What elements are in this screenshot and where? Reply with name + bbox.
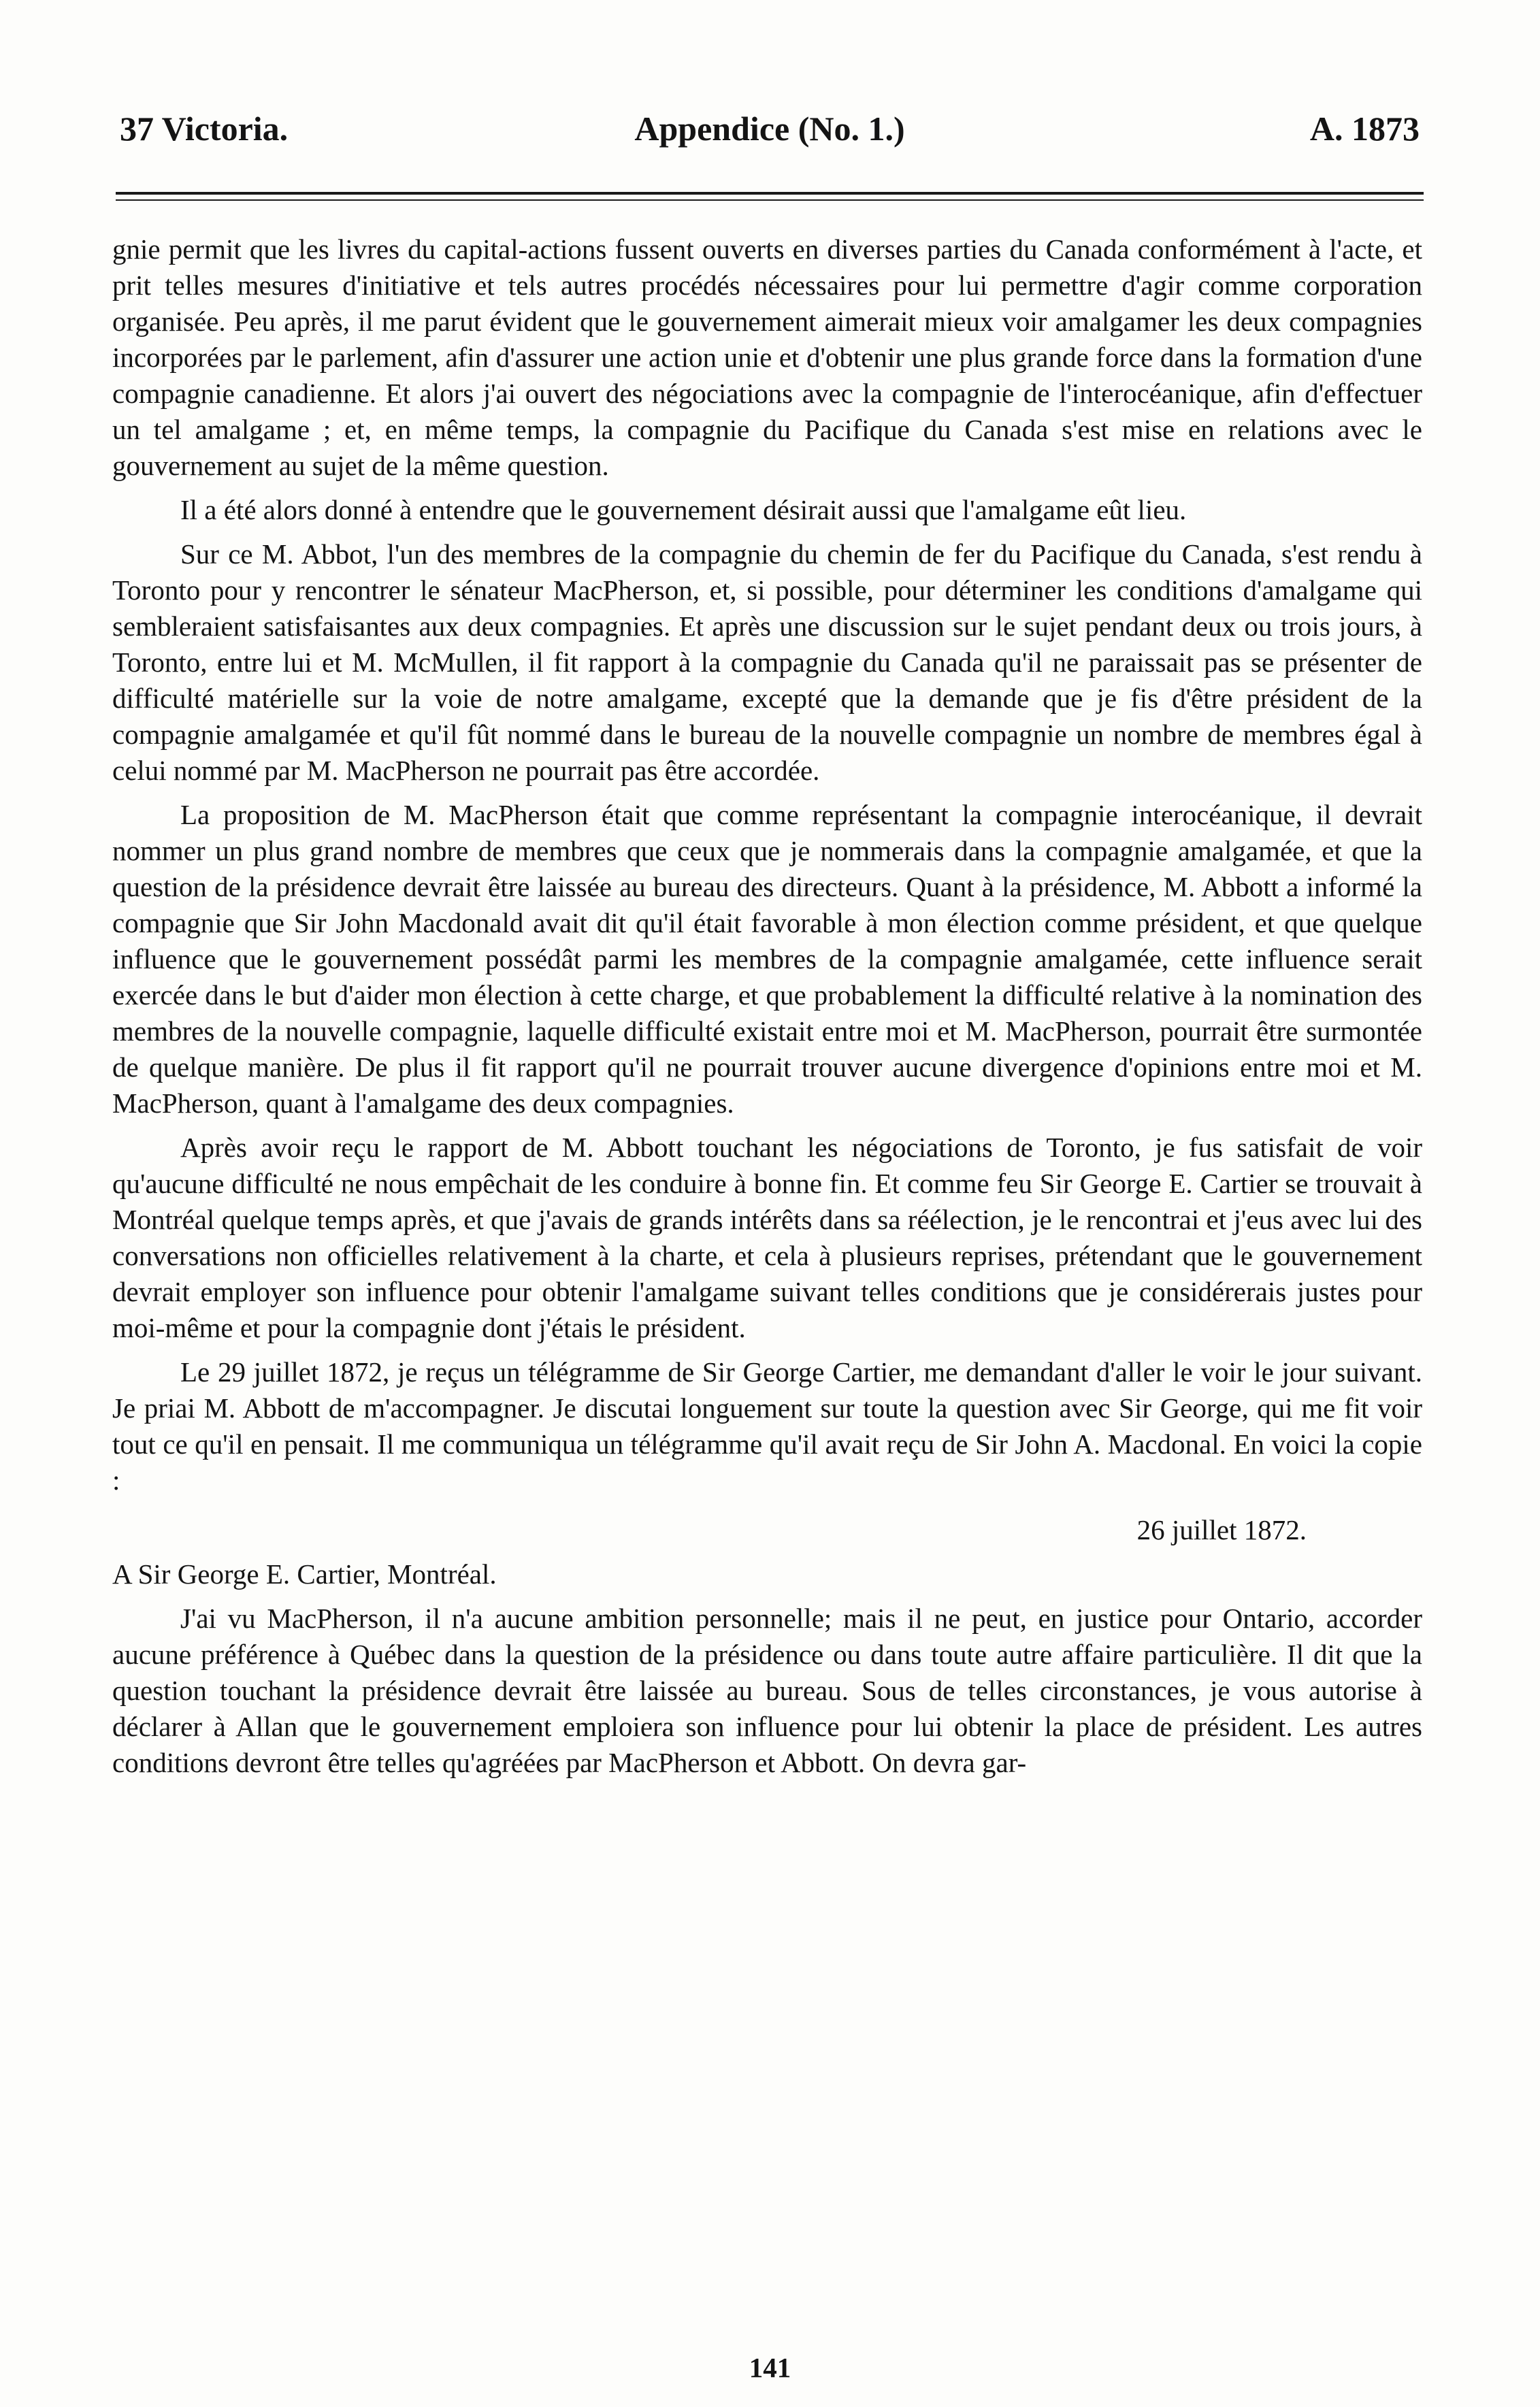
header-rule-thick bbox=[116, 192, 1424, 195]
running-header bbox=[120, 95, 1420, 150]
body-text bbox=[112, 231, 1422, 1781]
paragraph: Le 29 juillet 1872, je reçus un télégramme de Sir George Cartier, me demandant d'aller le voir le jour suivant. Je priai M. Abbott de m'accompagner. Je discutai longuement sur toute la question avec Sir George, qui me fit voir tout ce qu'il en pensait. Il me communiqua un télégramme qu'il avait reçu de Sir John A. Macdonal. En voici la copie : bbox=[112, 1356, 1422, 1496]
paragraph: La proposition de M. MacPherson était que comme représentant la compagnie interocéanique, il devrait nommer un plus grand nombre de membres que ceux que je nommerais dans la compagnie amalgamée, et que la question de la présidence devrait être laissée au bureau des directeurs. Quant à la présidence, M. Abbott a informé la compagnie que Sir John Macdonald avait dit qu'il était favorable à mon élection comme président, et que quelque influence que le gouvernement possédât parmi les membres de la compagnie amalgamée, cette influence serait exercée dans le but d'aider mon élection à cette charge, et que probablement la difficulté relative à la nomination des membres de la nouvelle compagnie, laquelle difficulté existait entre moi et M. MacPherson, pourrait être surmontée de quelque manière. De plus il fit rapport qu'il ne pourrait trouver aucune divergence d'opinions entre moi et M. MacPherson, quant à l'amalgame des deux compagnies. bbox=[112, 799, 1422, 1119]
telegram-date: 26 juillet 1872. bbox=[1136, 1514, 1307, 1545]
paragraph: Après avoir reçu le rapport de M. Abbott touchant les négociations de Toronto, je fus satisfait de voir qu'aucune difficulté ne nous empêchait de les conduire à bonne fin. Et comme feu Sir George E. Cartier se trouvait à Montréal quelque temps après, et que j'avais de grands intérêts dans sa réélection, je le rencontrai et j'eus avec lui des conversations non officielles relativement à la charte, et cela à plusieurs reprises, prétendant que le gouvernement devrait employer son influence pour obtenir l'amalgame suivant telles conditions que je considérerais justes pour moi-même et pour la compagnie dont j'étais le président. bbox=[112, 1132, 1422, 1343]
telegram-addressee: A Sir George E. Cartier, Montréal. bbox=[112, 1558, 497, 1590]
paragraph: Il a été alors donné à entendre que le gouvernement désirait aussi que l'amalgame eût lieu. bbox=[180, 494, 1187, 525]
header-appendix: Appendice (No. 1.) bbox=[634, 110, 905, 148]
header-session: 37 Victoria. bbox=[120, 110, 289, 148]
paragraph-continued: gnie permit que les livres du capital-actions fussent ouverts en diverses parties du Canada conformément à l'acte, et prit telles mesures d'initiative et tels autres procédés nécessaires pour lui permettre d'agir comme corporation organisée. Peu après, il me parut évident que le gouvernement aimerait mieux voir amalgamer les deux compagnies incorporées par le parlement, afin d'assurer une action unie et d'obtenir une plus grande force dans la formation d'une compagnie canadienne. Et alors j'ai ouvert des négociations avec la compagnie de l'interocéanique, afin d'effectuer un tel amalgame ; et, en même temps, la compagnie du Pacifique du Canada s'est mise en relations avec le gouvernement au sujet de la même question. bbox=[112, 233, 1422, 481]
paragraph: Sur ce M. Abbot, l'un des membres de la compagnie du chemin de fer du Pacifique du Canada, s'est rendu à Toronto pour y rencontrer le sénateur MacPherson, et, si possible, pour déterminer les conditions d'amalgame qui sembleraient satisfaisantes aux deux compagnies. Et après une discussion sur le sujet pendant deux ou trois jours, à Toronto, entre lui et M. McMullen, il fit rapport à la compagnie du Canada qu'il ne paraissait pas se présenter de difficulté matérielle sur la voie de notre amalgame, excepté que la demande que je fis d'être président de la compagnie amalgamée et qu'il fût nommé dans le bureau de la nouvelle compagnie un nombre de membres égal à celui nommé par M. MacPherson ne pourrait pas être accordée. bbox=[112, 538, 1422, 786]
header-rule-thin bbox=[116, 199, 1424, 201]
page-number: 141 bbox=[749, 2352, 791, 2383]
header-year: A. 1873 bbox=[1309, 110, 1420, 148]
telegram-text: J'ai vu MacPherson, il n'a aucune ambition personnelle; mais il ne peut, en justice pour Ontario, accorder aucune préférence à Québec dans la question de la présidence ou dans toute autre affaire particulière. Il dit que la question touchant la présidence devrait être laissée au bureau. Sous de telles circonstances, je vous autorise à déclarer à Allan que le gouvernement emploiera son influence pour lui obtenir la place de président. Les autres conditions devront être telles qu'agréées par MacPherson et Abbott. On devra gar- bbox=[112, 1603, 1422, 1778]
